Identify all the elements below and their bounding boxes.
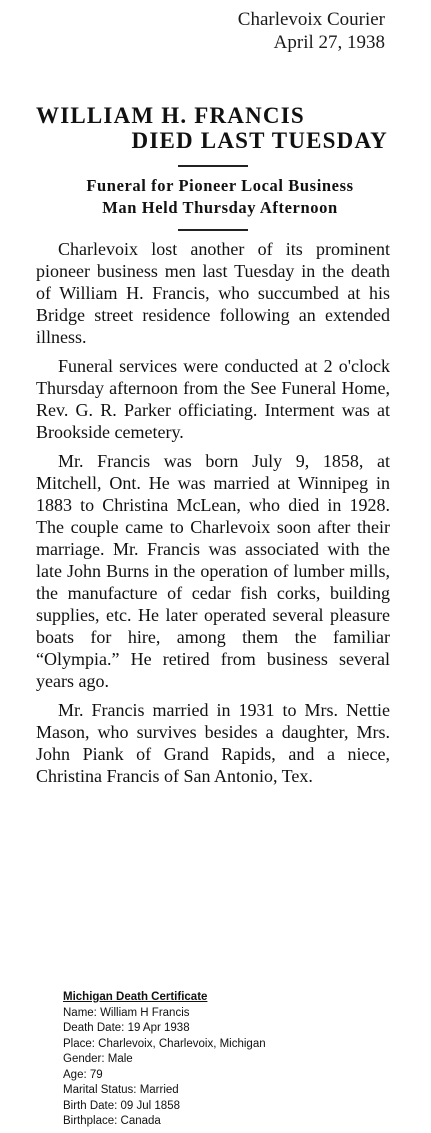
certificate-field: Gender: Male [63, 1053, 133, 1065]
headline [36, 103, 396, 153]
subheadline-line-2: Man Held Thursday Afternoon [102, 198, 338, 217]
subheadline [20, 175, 420, 219]
article-paragraph: Mr. Francis was born July 9, 1858, at Mitchell, Ont. He was married at Winnipeg in 1883 to Christina McLean, who died in 1928. The couple came to Charlevoix soon after their marriage. Mr. Francis was associated with the late John Burns in the operation of lumber mills, the manufacture of cedar fish corks, building supplies, etc. He later operated several pleasure boats for hire, among them the familiar “Olympia.” He retired from business several years ago. [36, 451, 390, 691]
certificate-field: Place: Charlevoix, Charlevoix, Michigan [63, 1037, 266, 1050]
certificate-field: Birth Date: 09 Jul 1858 [63, 1099, 180, 1112]
certificate-field: Birthplace: Canada [63, 1115, 161, 1127]
subheadline-divider [178, 229, 248, 231]
article-body [36, 238, 390, 794]
certificate-field: Name: William H Francis [63, 1006, 190, 1019]
article-paragraph: Charlevoix lost another of its prominent pioneer business men last Tuesday in the death of William H. Francis, who succumbed at his Bridge street residence following an extended illness. [36, 239, 390, 347]
subheadline-line-1: Funeral for Pioneer Local Business [86, 176, 354, 195]
article-paragraph: Funeral services were conducted at 2 o'clock Thursday afternoon from the See Funeral Home, Rev. G. R. Parker officiating. Interment was at Brookside cemetery. [36, 356, 390, 442]
publication-date: April 27, 1938 [273, 32, 385, 53]
article-paragraph: Mr. Francis married in 1931 to Mrs. Nettie Mason, who survives besides a daughter, Mrs. John Piank of Grand Rapids, and a niece, Christina Francis of San Antonio, Tex. [36, 700, 390, 786]
certificate-field: Marital Status: Married [63, 1084, 179, 1096]
source-citation [238, 8, 385, 54]
certificate-field: Age: 79 [63, 1068, 103, 1081]
headline-line-1: WILLIAM H. FRANCIS [36, 103, 305, 128]
certificate-field: Death Date: 19 Apr 1938 [63, 1022, 190, 1034]
headline-divider [178, 165, 248, 167]
certificate-title: Michigan Death Certificate [63, 991, 208, 1003]
headline-line-2: DIED LAST TUESDAY [131, 128, 388, 153]
publication-name: Charlevoix Courier [237, 9, 385, 30]
death-certificate [63, 990, 266, 1130]
